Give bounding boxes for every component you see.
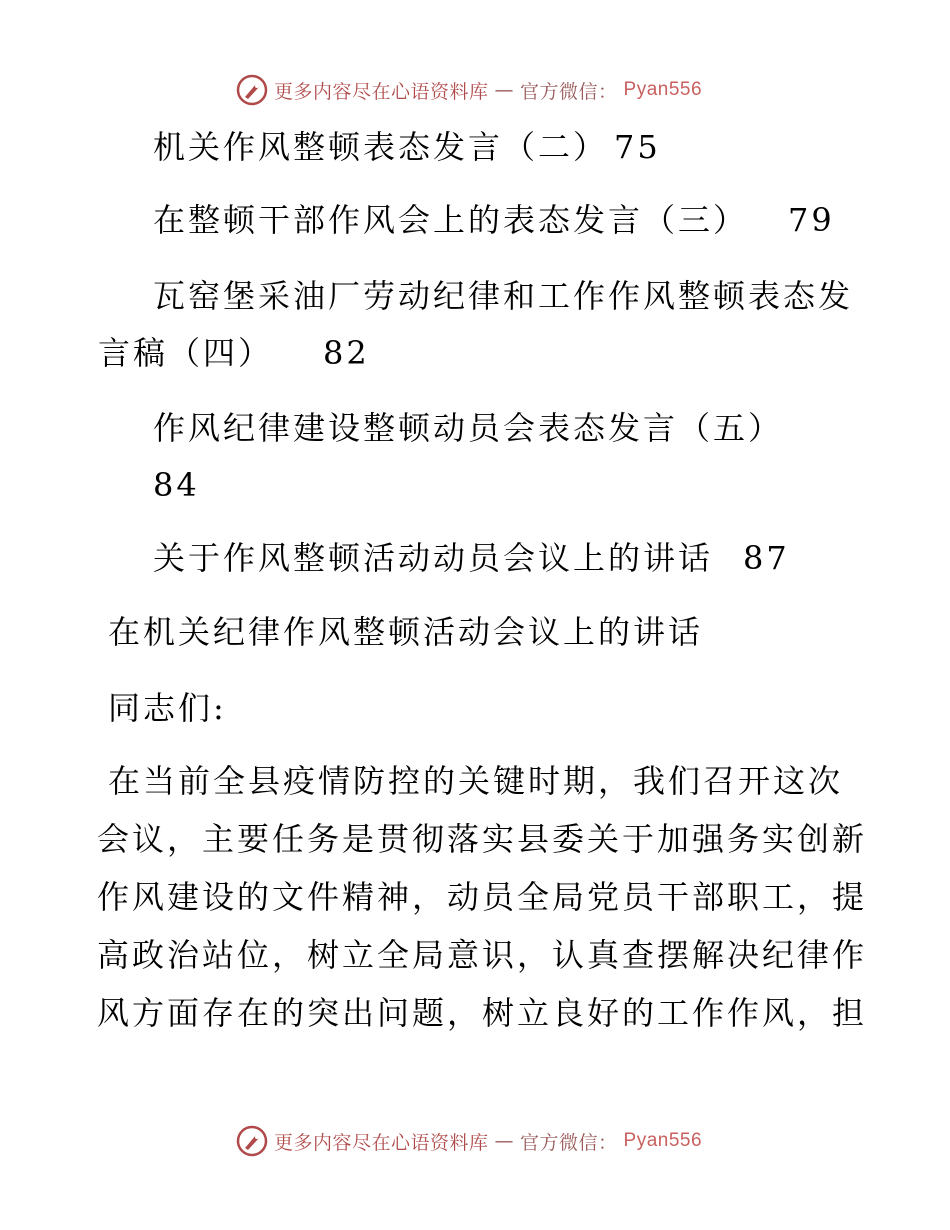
footer-watermark	[236, 1124, 702, 1158]
watermark-label: 官方微信：	[520, 80, 618, 103]
toc-page-number: 75	[614, 128, 661, 166]
toc-entry-5	[153, 538, 790, 578]
toc-page-number: 84	[153, 466, 200, 504]
paragraph-line-1: 在当前全县疫情防控的关键时期，我们召开这次	[108, 762, 844, 800]
watermark-label: 官方微信：	[520, 1131, 618, 1154]
paragraph-line-5: 风方面存在的突出问题，树立良好的工作作风，担	[97, 994, 868, 1032]
toc-title: 瓦窑堡采油厂劳动纪律和工作作风整顿表态发	[153, 277, 854, 315]
toc-page-number: 82	[323, 334, 370, 372]
watermark-text: 更多内容尽在心语资料库	[274, 80, 489, 103]
watermark-id: Pyan556	[623, 1130, 703, 1151]
toc-entry-3-line1	[153, 276, 853, 316]
article-salutation: 同志们:	[108, 689, 227, 727]
toc-title: 在整顿干部作风会上的表态发言（三）	[153, 201, 749, 239]
watermark-text: 更多内容尽在心语资料库	[274, 1131, 489, 1154]
toc-title-continued: 言稿（四）	[98, 334, 274, 372]
paragraph-line-3: 作风建设的文件精神，动员全局党员干部职工，提	[97, 878, 868, 916]
toc-title: 关于作风整顿活动动员会议上的讲话	[153, 539, 714, 577]
toc-entry-2	[153, 200, 835, 240]
paragraph-line-2: 会议，主要任务是贯彻落实县委关于加强务实创新	[97, 820, 868, 858]
toc-entry-4	[153, 408, 783, 448]
toc-entry-4-page	[153, 465, 200, 505]
toc-title: 作风纪律建设整顿动员会表态发言（五）	[153, 409, 784, 447]
watermark-separator: —	[494, 79, 515, 101]
toc-entry-1	[153, 127, 661, 167]
toc-entry-3-line2	[98, 333, 370, 373]
toc-page-number: 87	[743, 539, 790, 577]
pen-logo-icon	[236, 1125, 268, 1157]
watermark-separator: —	[494, 1130, 515, 1152]
toc-title: 机关作风整顿表态发言（二）	[153, 128, 609, 166]
toc-page-number: 79	[788, 201, 835, 239]
pen-logo-icon	[236, 74, 268, 106]
header-watermark	[236, 73, 702, 107]
watermark-id: Pyan556	[623, 79, 703, 100]
paragraph-line-4: 高政治站位，树立全局意识，认真查摆解决纪律作	[97, 936, 868, 974]
article-heading: 在机关纪律作风整顿活动会议上的讲话	[108, 613, 704, 651]
